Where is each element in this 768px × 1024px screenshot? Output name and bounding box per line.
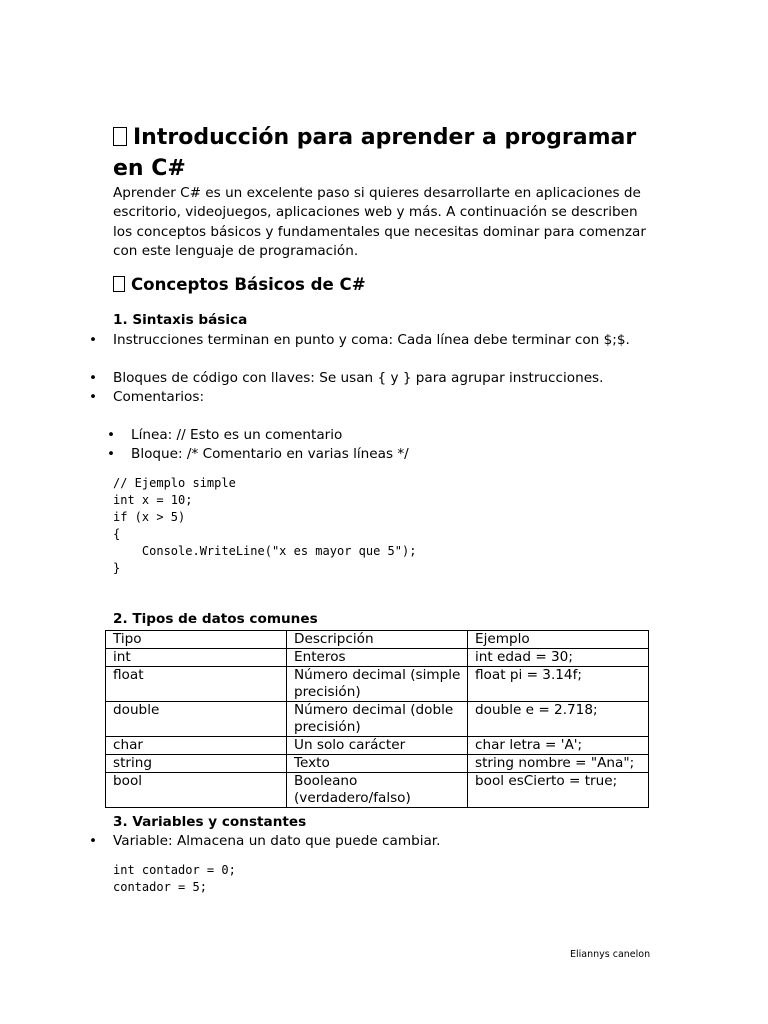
bullet-icon: •: [107, 427, 116, 443]
section-title-text: Conceptos Básicos de C#: [131, 275, 366, 294]
table-row: [106, 773, 649, 808]
table-header-row: [106, 631, 649, 649]
bullet-icon: •: [107, 446, 116, 462]
table-row: [106, 737, 649, 755]
sub-list-item-text: Línea: // Esto es un comentario: [131, 427, 343, 443]
syntax-heading: 1. Sintaxis básica: [113, 312, 248, 328]
intro-paragraph: Aprender C# es un excelente paso si quieres desarrollarte en aplicaciones de escritorio, videojuegos, aplicaciones web y más. A continuación se describen los conceptos básicos y fundamentales que necesitas dominar para comenzar con este lenguaje de programación.: [113, 185, 646, 260]
table-cell: Booleano (verdadero/falso): [287, 773, 468, 808]
sub-list-item: [107, 445, 409, 463]
code-line: {: [113, 527, 121, 541]
missing-glyph-icon: [113, 127, 127, 146]
list-item-text: Comentarios:: [113, 389, 205, 405]
table-cell: bool esCierto = true;: [468, 773, 649, 808]
table-row: [106, 702, 649, 737]
list-item-text: Bloques de código con llaves: Se usan { y } para agrupar instrucciones.: [113, 370, 604, 386]
table-row: [106, 649, 649, 667]
sub-list-item-text: Bloque: /* Comentario en varias líneas */: [131, 446, 409, 462]
section-title: [113, 274, 366, 296]
table-cell: int: [106, 649, 287, 667]
table-cell: Texto: [287, 755, 468, 773]
list-item: [89, 832, 441, 850]
code-block-syntax: [113, 475, 416, 577]
code-line: contador = 5;: [113, 880, 207, 894]
variables-heading: 3. Variables y constantes: [113, 814, 307, 830]
code-line: int x = 10;: [113, 493, 193, 507]
table-cell: int edad = 30;: [468, 649, 649, 667]
table-cell: string: [106, 755, 287, 773]
table-cell: Enteros: [287, 649, 468, 667]
list-item-text: Variable: Almacena un dato que puede cambiar.: [113, 833, 441, 849]
table-cell: Número decimal (simple precisión): [287, 667, 468, 702]
table-cell: char letra = 'A';: [468, 737, 649, 755]
table-header-cell: Descripción: [287, 631, 468, 649]
table-cell: bool: [106, 773, 287, 808]
datatypes-table: [105, 630, 649, 808]
page-title: [113, 122, 673, 184]
table-cell: double: [106, 702, 287, 737]
table-cell: float pi = 3.14f;: [468, 667, 649, 702]
table-cell: char: [106, 737, 287, 755]
code-line: // Ejemplo simple: [113, 476, 236, 490]
bullet-icon: •: [89, 370, 98, 386]
code-block-variables: [113, 862, 236, 896]
list-item: [89, 369, 604, 387]
table-cell: float: [106, 667, 287, 702]
table-row: [106, 755, 649, 773]
table-row: [106, 667, 649, 702]
table-cell: double e = 2.718;: [468, 702, 649, 737]
missing-glyph-icon: [113, 276, 125, 292]
sub-list-item: [107, 426, 343, 444]
page-title-line1: Introducción para aprender a programar: [133, 125, 637, 150]
code-line: if (x > 5): [113, 510, 186, 524]
list-item: [89, 388, 205, 406]
list-item-text: Instrucciones terminan en punto y coma: Cada línea debe terminar con $;$.: [113, 332, 630, 348]
table-header-cell: Ejemplo: [468, 631, 649, 649]
page-title-line2: en C#: [113, 156, 186, 181]
table-cell: Número decimal (doble precisión): [287, 702, 468, 737]
table-cell: Un solo carácter: [287, 737, 468, 755]
datatypes-heading: 2. Tipos de datos comunes: [113, 611, 318, 627]
table-header-cell: Tipo: [106, 631, 287, 649]
code-line: }: [113, 561, 121, 575]
footer-author: Eliannys canelon: [570, 949, 651, 960]
code-line: int contador = 0;: [113, 863, 236, 877]
bullet-icon: •: [89, 389, 98, 405]
bullet-icon: •: [89, 332, 98, 348]
code-line: Console.WriteLine("x es mayor que 5");: [113, 544, 417, 558]
table-cell: string nombre = "Ana";: [468, 755, 649, 773]
bullet-icon: •: [89, 833, 98, 849]
list-item: [89, 331, 630, 349]
